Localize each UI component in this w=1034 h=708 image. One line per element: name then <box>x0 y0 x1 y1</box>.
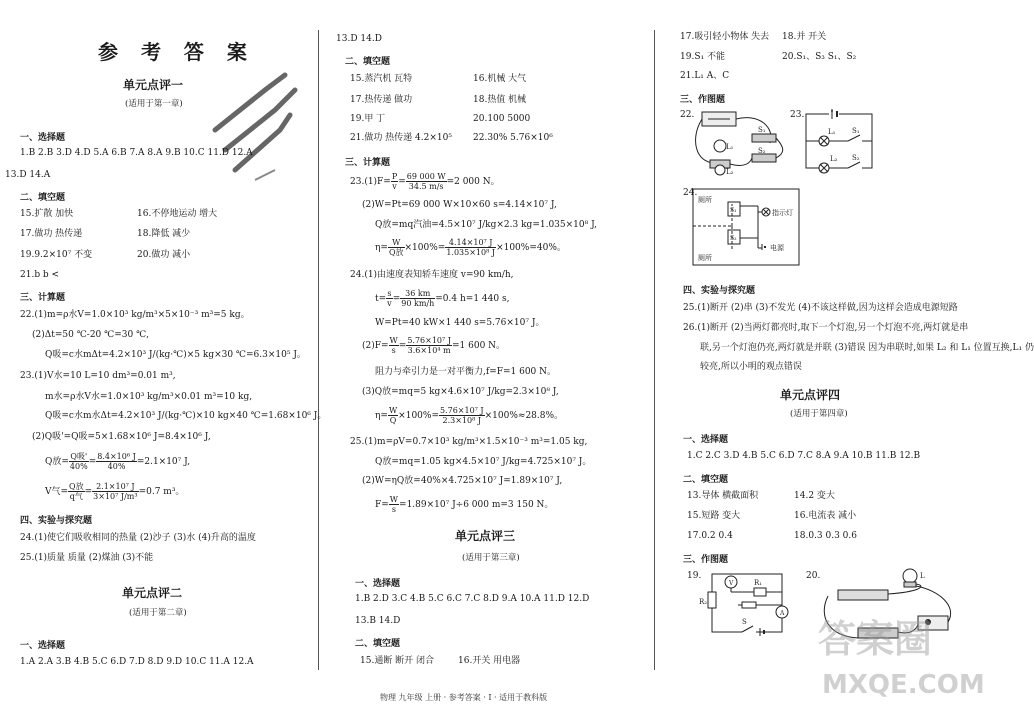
answer-item: 16.机械 大气 <box>473 74 527 84</box>
section-heading: 二、填空题 <box>345 57 391 67</box>
answer-line: 联,另一个灯泡仍亮,两灯就是并联 (3)错误 因为串联时,如果 L₂ 和 L₁ 位置互换,L₁ 仍 <box>700 343 1034 353</box>
section-heading: 二、填空题 <box>683 475 729 485</box>
calc-line: Q放=mq=1.05 kg×4.5×10⁷ J/kg=4.725×10⁷ J。 <box>375 457 592 467</box>
answer-line: 26.(1)断开 (2)当两灯都亮时,取下一个灯泡,另一个灯泡不亮,两灯就是串 <box>683 323 969 333</box>
circuit-diagram-19 <box>698 568 794 640</box>
answer-item: 18.降低 减少 <box>137 229 191 239</box>
unit3-heading: 单元点评三 <box>455 529 516 543</box>
question-number: 24. <box>683 188 698 198</box>
answer-line: 1.C 2.C 3.D 4.B 5.C 6.D 7.C 8.A 9.A 10.B 11.B 12.B <box>687 451 921 461</box>
svg-text:电源: 电源 <box>770 244 784 252</box>
svg-text:厕所: 厕所 <box>698 254 712 262</box>
decorative-scribble <box>205 70 300 190</box>
unit4-heading: 单元点评四 <box>780 388 841 402</box>
calc-line: F= $\frac{W}{s}$ =1.89×10⁷ J÷6 000 m=3 150 N。 <box>375 495 554 514</box>
unit3-subtitle: (适用于第三章) <box>462 553 520 563</box>
calc-line: Q吸=c水mΔt=4.2×10³ J/(kg·℃)×5 kg×30 ℃=6.3×10⁵ J。 <box>45 350 306 360</box>
svg-text:L: L <box>920 572 925 580</box>
answer-line: 24.(1)使它们吸收相同的热量 (2)沙子 (3)水 (4)升高的温度 <box>20 533 256 543</box>
answer-line: 25.(1)质量 质量 (2)煤油 (3)不能 <box>20 553 154 563</box>
answer-item: 21.做功 热传递 4.2×10⁵ <box>350 133 452 143</box>
svg-text:S₂: S₂ <box>730 235 737 242</box>
section-heading: 三、计算题 <box>345 158 391 168</box>
answer-item: 17.吸引轻小物体 失去 <box>680 32 770 42</box>
calc-line: η= $\frac{W}{\text{Q放}}$ ×100%= $\frac{\text{4.14×10⁷ J}}{\text{1.035×10⁸ J}}$ ×100%=40%。 <box>375 238 566 257</box>
page-title: 参 考 答 案 <box>98 40 255 64</box>
answer-line: 13.B 14.D <box>355 616 401 626</box>
svg-text:A: A <box>780 610 785 617</box>
answer-line: 13.D 14.D <box>336 34 382 44</box>
svg-text:L₂: L₂ <box>726 168 734 176</box>
circuit-diagram-23 <box>800 108 880 174</box>
answer-item: 19.9.2×10⁷ 不变 <box>20 250 93 260</box>
answer-item: 15.蒸汽机 瓦特 <box>350 74 413 84</box>
calc-line: 23.(1)F= $\frac{P}{v}$ = $\frac{69 000 W}{34.5 m/s}$ =2 000 N。 <box>350 172 500 191</box>
answer-line: 25.(1)断开 (2)串 (3)不发光 (4)不该这样做,因为这样会造成电源短路 <box>683 303 958 313</box>
calc-line: 22.(1)m=ρ水V=1.0×10³ kg/m³×5×10⁻³ m³=5 kg。 <box>20 310 250 320</box>
calc-line: Q放=mq汽油=4.5×10⁷ J/kg×2.3 kg=1.035×10⁸ J, <box>375 220 598 230</box>
answer-item: 18.并 开关 <box>782 32 827 42</box>
section-heading: 一、选择题 <box>355 579 401 589</box>
answer-line: 较亮,所以小明的观点错误 <box>700 362 802 372</box>
calc-line: V气= $\frac{\text{Q放}}{\text{q气}}$ = $\frac{\text{2.1×10⁷ J}}{\text{3×10⁷ J/m³}}$ =0.7 m³。 <box>45 482 185 501</box>
svg-text:S: S <box>742 618 747 626</box>
unit1-subtitle: (适用于第一章) <box>125 99 183 109</box>
calc-line: (2)W=ηQ放=40%×4.725×10⁷ J=1.89×10⁷ J, <box>362 476 563 486</box>
calc-line: (2)Q吸'=Q吸=5×1.68×10⁶ J=8.4×10⁶ J, <box>32 432 211 442</box>
svg-text:S₂: S₂ <box>852 154 860 162</box>
answer-item: 17.热传递 做功 <box>350 95 413 105</box>
calc-line: η= $\frac{W}{Q}$ ×100%= $\frac{\text{5.76×10⁷ J}}{\text{2.3×10⁸ J}}$ ×100%≈28.8%。 <box>375 406 564 425</box>
section-heading: 二、填空题 <box>355 639 401 649</box>
answer-item: 19.S₁ 不能 <box>680 52 725 62</box>
answer-item: 16.电流表 减小 <box>794 511 857 521</box>
svg-text:L₂: L₂ <box>830 155 838 163</box>
unit1-heading: 单元点评一 <box>123 78 184 92</box>
section-heading: 三、作图题 <box>683 555 729 565</box>
calc-line: (2)W=Pt=69 000 W×10×60 s=4.14×10⁷ J, <box>362 200 557 210</box>
svg-text:S₁: S₁ <box>758 126 766 134</box>
calc-line: m水=ρ水V水=1.0×10³ kg/m³×0.01 m³=10 kg, <box>45 392 253 402</box>
question-number: 19. <box>687 571 702 581</box>
answer-item: 18.热值 机械 <box>473 95 527 105</box>
svg-text:指示灯: 指示灯 <box>772 209 793 217</box>
answer-line: 1.B 2.D 3.C 4.B 5.C 6.C 7.C 8.D 9.A 10.A 11.D 12.D <box>355 594 590 604</box>
section-heading: 四、实验与探究题 <box>683 286 756 296</box>
footer-text: 物理 九年级 上册 · 参考答案 · I · 适用于教科版 <box>380 693 548 702</box>
answer-line: 1.A 2.A 3.B 4.B 5.C 6.D 7.D 8.D 9.D 10.C 11.A 12.A <box>20 657 254 667</box>
answer-item: 16.开关 用电器 <box>458 656 521 666</box>
column-divider-1 <box>318 30 319 670</box>
question-number: 20. <box>806 571 821 581</box>
unit4-subtitle: (适用于第四章) <box>790 409 848 419</box>
answer-item: 13.导体 横截面积 <box>687 491 759 501</box>
answer-item: 17.0.2 0.4 <box>687 531 733 541</box>
watermark-url: MXQE.COM <box>822 670 985 700</box>
answer-item: 17.做功 热传递 <box>20 229 83 239</box>
question-number: 22. <box>680 110 695 120</box>
svg-text:L₁: L₁ <box>726 143 734 151</box>
calc-line: (3)Q放=mq=5 kg×4.6×10⁷ J/kg=2.3×10⁸ J, <box>362 387 559 397</box>
answer-item: 15.扩散 加快 <box>20 209 74 219</box>
svg-text:S₂: S₂ <box>758 147 766 155</box>
calc-line: 阻力与牵引力是一对平衡力,f=F=1 600 N。 <box>375 367 557 377</box>
answer-item: 22.30% 5.76×10⁶ <box>473 133 553 143</box>
answer-item: 21.b b < <box>20 270 60 280</box>
section-heading: 一、选择题 <box>20 641 66 651</box>
answer-item: 16.不停地运动 增大 <box>137 209 218 219</box>
calc-line: Q吸=c水m水Δt=4.2×10³ J/(kg·℃)×10 kg×40 ℃=1.68×10⁶ J。 <box>45 411 327 421</box>
answer-item: 18.0.3 0.3 0.6 <box>794 531 857 541</box>
section-heading: 三、作图题 <box>680 95 726 105</box>
section-heading: 二、填空题 <box>20 193 66 203</box>
svg-text:V: V <box>729 580 734 587</box>
unit2-heading: 单元点评二 <box>122 586 183 600</box>
answer-item: 20.S₁、S₃ S₁、S₂ <box>782 52 857 62</box>
answer-item: 20.100 5000 <box>473 114 531 124</box>
svg-text:R₂: R₂ <box>699 598 708 606</box>
calc-line: W=Pt=40 kW×1 440 s=5.76×10⁷ J。 <box>375 318 545 328</box>
unit2-subtitle: (适用于第二章) <box>129 608 187 618</box>
column-divider-2 <box>654 30 655 670</box>
svg-text:S₁: S₁ <box>730 207 737 214</box>
answer-item: 15.通断 断开 闭合 <box>360 656 435 666</box>
svg-text:L₁: L₁ <box>828 128 836 136</box>
circuit-diagram-24 <box>692 188 800 266</box>
answer-item: 21.L₁ A、C <box>680 71 730 81</box>
calc-line: (2)F= $\frac{W}{s}$ = $\frac{\text{5.76×10⁷ J}}{\text{3.6×10⁴ m}}$ =1 600 N。 <box>362 336 506 355</box>
answer-item: 20.做功 减小 <box>137 250 191 260</box>
calc-line: (2)Δt=50 ℃-20 ℃=30 ℃, <box>32 330 149 340</box>
answer-item: 19.甲 丁 <box>350 114 386 124</box>
answer-line: 13.D 14.A <box>5 170 51 180</box>
calc-line: 24.(1)由速度表知轿车速度 v=90 km/h, <box>350 270 514 280</box>
section-heading: 一、选择题 <box>20 133 66 143</box>
answer-item: 15.短路 变大 <box>687 511 741 521</box>
footer-bar <box>0 690 1000 708</box>
circuit-diagram-22 <box>690 108 790 180</box>
section-heading: 四、实验与探究题 <box>20 516 93 526</box>
calc-line: 25.(1)m=ρV=0.7×10³ kg/m³×1.5×10⁻³ m³=1.05 kg, <box>350 437 588 447</box>
svg-text:答案圈: 答案圈 <box>818 617 933 661</box>
section-heading: 一、选择题 <box>683 435 729 445</box>
svg-text:厕所: 厕所 <box>698 196 712 204</box>
calc-line: t= $\frac{s}{v}$ = $\frac{36 km}{90 km/h}$ =0.4 h=1 440 s, <box>375 289 510 308</box>
calc-line: Q放= $\frac{\text{Q吸'}}{40\%}$ = $\frac{\text{8.4×10⁶ J}}{40\%}$ =2.1×10⁷ J, <box>45 452 191 471</box>
svg-text:S₁: S₁ <box>852 127 860 135</box>
question-number: 23. <box>790 110 805 120</box>
answer-item: 14.2 变大 <box>794 491 835 501</box>
answer-line: 1.B 2.B 3.D 4.D 5.A 6.B 7.A 8.A 9.B 10.C 11.D 12.A <box>20 148 253 158</box>
svg-text:R₁: R₁ <box>754 579 763 587</box>
watermark-logo <box>818 614 968 662</box>
section-heading: 三、计算题 <box>20 293 66 303</box>
calc-line: 23.(1)V水=10 L=10 dm³=0.01 m³, <box>20 371 176 381</box>
